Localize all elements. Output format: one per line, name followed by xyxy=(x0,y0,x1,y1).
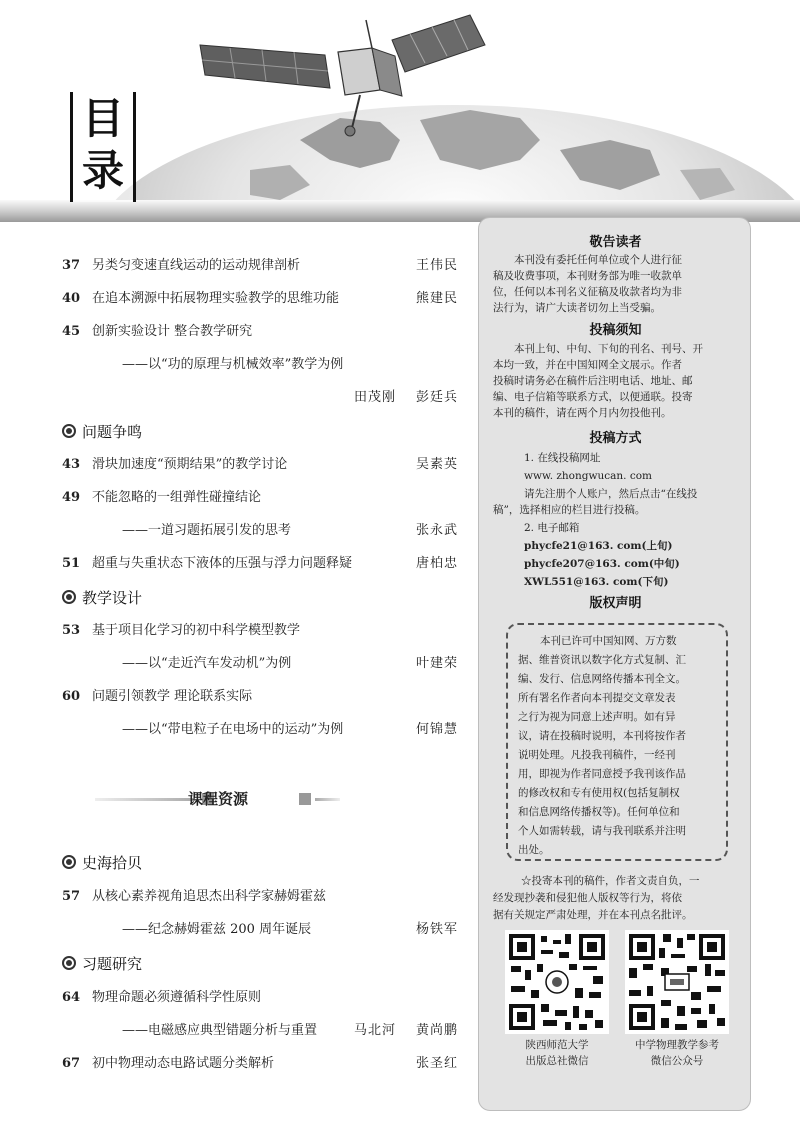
toc-page: 64 xyxy=(62,990,81,1005)
qr-caption-right: 中学物理教学参考 xyxy=(635,1039,719,1051)
toc-subtitle-row xyxy=(62,920,458,940)
toc-entry[interactable] xyxy=(62,687,458,707)
section-bullet-icon xyxy=(62,424,76,438)
toc-author: 马北河 xyxy=(353,1023,396,1038)
toc-title: 另类匀变速直线运动的运动规律剖析 xyxy=(92,258,301,273)
toc-entry[interactable] xyxy=(62,455,458,475)
qr-caption-right: 微信公众号 xyxy=(650,1055,704,1067)
method-title: 投稿方式 xyxy=(589,431,642,446)
notice-title: 敬告读者 xyxy=(589,235,642,250)
copyright-line: 之行为视为同意上述声明。如有异 xyxy=(518,711,676,723)
toc-page: 49 xyxy=(62,490,81,505)
email-address[interactable]: phycfe207@163. com(中旬) xyxy=(524,558,680,570)
notice-panel xyxy=(478,217,751,1111)
toc-page: 53 xyxy=(62,623,81,638)
toc-author: 吴素英 xyxy=(415,457,458,472)
section-bullet-icon xyxy=(62,956,76,970)
toc-title: 基于项目化学习的初中科学模型教学 xyxy=(92,623,301,638)
toc-subtitle: ——一道习题拓展引发的思考 xyxy=(122,523,292,538)
toc-entry[interactable] xyxy=(62,621,458,641)
toc-entry[interactable] xyxy=(62,289,458,309)
toc-author: 何锦慧 xyxy=(415,722,458,737)
notice-line: 位，任何以本刊名义征稿及收款者均为非 xyxy=(493,286,682,298)
toc-subtitle-row xyxy=(62,1021,458,1041)
notice-line: 稿及收费事项，本刊财务部为唯一收款单 xyxy=(493,270,682,282)
toc-title: 创新实验设计 整合教学研究 xyxy=(92,324,253,339)
copyright-line: 和信息网络传播权等)。任何单位和 xyxy=(518,806,680,818)
copyright-line: 用，即视为作者同意授予我刊该作品 xyxy=(518,768,686,780)
section-heading-history: 史海拾贝 xyxy=(62,852,142,874)
copyright-line: 的修改权和专有使用权(包括复制权 xyxy=(518,787,680,799)
toc-page: 67 xyxy=(62,1056,81,1071)
toc-entry[interactable] xyxy=(62,887,458,907)
warning-line: ☆投寄本刊的稿件，作者文责自负，一 xyxy=(521,875,700,887)
warning-line: 经发现抄袭和侵犯他人版权等行为，将依 xyxy=(493,892,682,904)
toc-title: 从核心素养视角追思杰出科学家赫姆霍兹 xyxy=(92,889,327,904)
toc-title: 初中物理动态电路试题分类解析 xyxy=(92,1056,275,1071)
toc-author: 杨铁军 xyxy=(415,922,458,937)
toc-subtitle: ——纪念赫姆霍兹 200 周年诞辰 xyxy=(122,922,312,937)
qr-code-publisher[interactable] xyxy=(505,930,609,1034)
toc-page: 43 xyxy=(62,457,81,472)
toc-author: 田茂刚 xyxy=(353,390,396,405)
copyright-line: 说明处理。凡投我刊稿件，一经刊 xyxy=(518,749,676,761)
warning-line: 据有关规定严肃处理，并在本刊点名批评。 xyxy=(493,909,693,921)
toc-entry[interactable] xyxy=(62,322,458,342)
submit-title: 投稿须知 xyxy=(589,323,642,338)
toc-author: 唐柏忠 xyxy=(415,556,458,571)
toc-entry[interactable] xyxy=(62,256,458,276)
copyright-box xyxy=(506,623,728,861)
toc-page: 51 xyxy=(62,556,81,571)
page-title xyxy=(70,92,136,202)
section-heading-debate: 问题争鸣 xyxy=(62,421,142,443)
page-title-char-2: 录 xyxy=(81,146,124,195)
copyright-title: 版权声明 xyxy=(589,596,642,611)
section-bullet-icon xyxy=(62,590,76,604)
toc-author: 黄尚鹏 xyxy=(415,1023,458,1038)
toc-entry[interactable] xyxy=(62,488,458,508)
submit-line: 本刊上旬、中旬、下旬的刊名、刊号、开 xyxy=(514,343,703,355)
toc-subtitle: ——以“功的原理与机械效率”教学为例 xyxy=(122,357,344,372)
toc-subtitle-row xyxy=(62,654,458,674)
toc-page: 37 xyxy=(62,258,81,273)
header-banner xyxy=(0,0,800,222)
copyright-line: 所有署名作者向本刊提交文章发表 xyxy=(518,692,676,704)
email-address[interactable]: phycfe21@163. com(上旬) xyxy=(524,540,673,552)
toc-title: 问题引领教学 理论联系实际 xyxy=(92,689,253,704)
qr-code-wechat[interactable] xyxy=(625,930,729,1034)
toc-title: 物理命题必须遵循科学性原则 xyxy=(92,990,262,1005)
toc-author: 张永武 xyxy=(415,523,458,538)
method-register: 请先注册个人账户，然后点击“在线投 xyxy=(524,488,698,500)
toc-subtitle: ——电磁感应典型错题分析与重置 xyxy=(122,1023,318,1038)
submit-line: 编、电子信箱等联系方式，以便通联。投寄 xyxy=(493,391,693,403)
toc-subtitle: ——以“走近汽车发动机”为例 xyxy=(122,656,292,671)
copyright-line: 编、发行、信息网络传播本刊全文。 xyxy=(518,673,686,685)
method-url[interactable]: www. zhongwucan. com xyxy=(524,470,652,482)
toc-title: 不能忽略的一组弹性碰撞结论 xyxy=(92,490,262,505)
qr-caption-left: 陕西师范大学 xyxy=(525,1039,589,1051)
copyright-line: 据、维普资讯以数字化方式复制、汇 xyxy=(518,654,686,666)
banner-square-right xyxy=(299,793,311,805)
qr-caption-left: 出版总社微信 xyxy=(525,1055,589,1067)
toc-page: 45 xyxy=(62,324,81,339)
toc-author: 王伟民 xyxy=(415,258,458,273)
toc-author: 叶建荣 xyxy=(415,656,458,671)
toc-entry[interactable] xyxy=(62,554,458,574)
toc-entry[interactable] xyxy=(62,1054,458,1074)
method-email-label: 2. 电子邮箱 xyxy=(524,522,580,534)
submit-line: 本均一致，并在中国知网全文展示。作者 xyxy=(493,359,682,371)
toc-title: 超重与失重状态下液体的压强与浮力问题释疑 xyxy=(92,556,353,571)
toc-title: 在追本溯源中拓展物理实验教学的思维功能 xyxy=(92,291,340,306)
toc-authors-row xyxy=(62,388,458,408)
copyright-line: 个人如需转载，请与我刊联系并注明 xyxy=(518,825,686,837)
submit-line: 本刊的稿件，请在两个月内勿投他刊。 xyxy=(493,407,672,419)
toc-subtitle-row xyxy=(62,521,458,541)
section-heading-exercise: 习题研究 xyxy=(62,953,142,975)
banner-title: 课程资源 xyxy=(187,790,248,808)
section-bullet-icon xyxy=(62,855,76,869)
toc-author: 熊建民 xyxy=(415,291,458,306)
section-banner-resources xyxy=(95,788,340,810)
notice-line: 本刊没有委托任何单位或个人进行征 xyxy=(514,254,682,266)
email-address[interactable]: XWL551@163. com(下旬) xyxy=(524,576,669,588)
toc-page: 40 xyxy=(62,291,81,306)
submit-line: 投稿时请务必在稿件后注明电话、地址、邮 xyxy=(493,375,693,387)
copyright-line: 出处。 xyxy=(518,844,550,856)
method-online: 1. 在线投稿网址 xyxy=(524,452,601,464)
toc-author: 张圣红 xyxy=(415,1056,458,1071)
toc-author: 彭廷兵 xyxy=(415,390,458,405)
toc-entry[interactable] xyxy=(62,988,458,1008)
toc-subtitle: ——以“带电粒子在电场中的运动”为例 xyxy=(122,722,344,737)
toc-subtitle-row xyxy=(62,720,458,740)
banner-line-right xyxy=(315,798,340,801)
toc-title: 滑块加速度“预期结果”的教学讨论 xyxy=(92,457,288,472)
toc-subtitle-row xyxy=(62,355,458,375)
copyright-line: 本刊已许可中国知网、万方数 xyxy=(540,635,677,647)
method-register: 稿”，选择相应的栏目进行投稿。 xyxy=(493,504,646,516)
notice-line: 法行为，请广大读者切勿上当受骗。 xyxy=(493,302,661,314)
page-title-char-1: 目 xyxy=(81,94,124,143)
copyright-line: 议，请在投稿时说明，本刊将按作者 xyxy=(518,730,686,742)
section-heading-design: 教学设计 xyxy=(62,587,142,609)
toc-page: 57 xyxy=(62,889,81,904)
toc-page: 60 xyxy=(62,689,81,704)
